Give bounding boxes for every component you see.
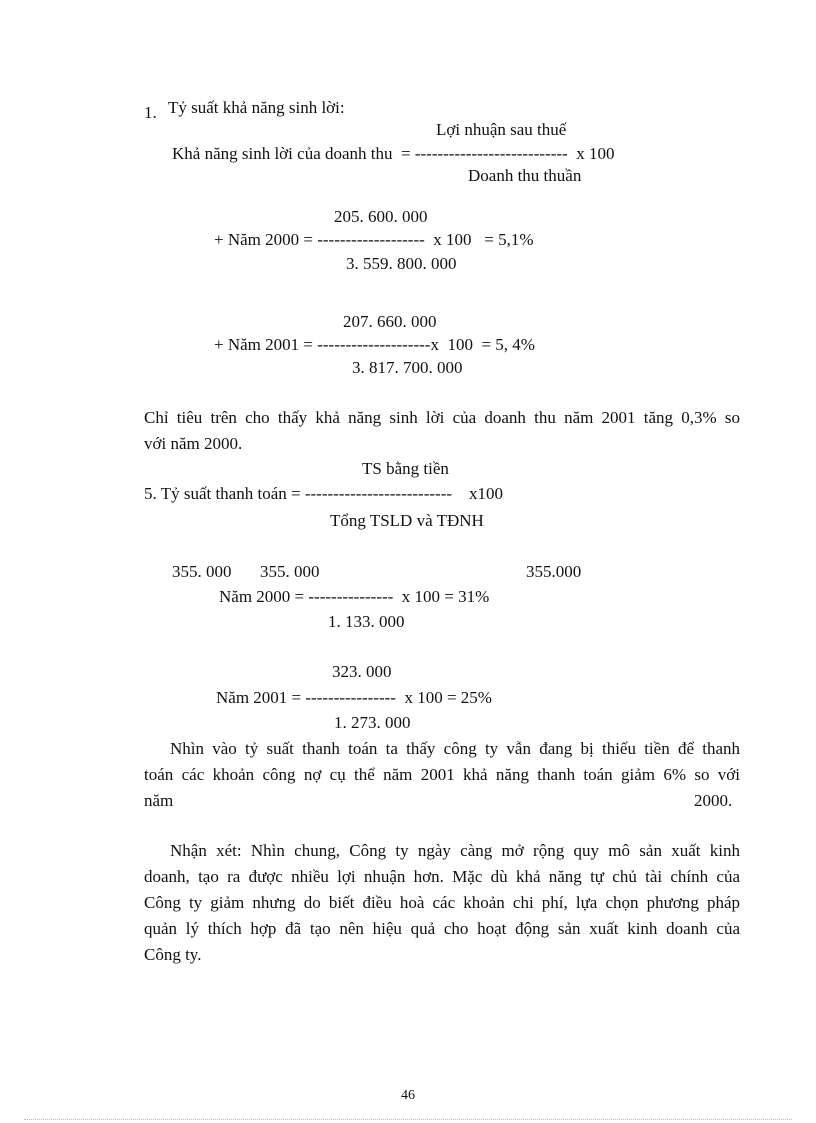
section1-number: 1. (144, 103, 157, 122)
footer-divider (24, 1119, 792, 1120)
section1-2001-denominator: 3. 817. 700. 000 (352, 358, 463, 377)
section1-formula-numerator: Lợi nhuận sau thuế (436, 120, 567, 139)
remark-line1: Nhận xét: Nhìn chung, Công ty ngày càng mở rộng quy mô sản xuất kinh (170, 841, 740, 860)
remark-line3: Công ty giảm nhưng do biết điều hoà các khoản chi phí, lựa chọn phương pháp (144, 893, 740, 912)
section5-comment-line3-right: 2000. (694, 791, 733, 810)
section5-stray-number-c: 355.000 (526, 562, 582, 581)
section5-formula-numerator: TS bằng tiền (362, 459, 449, 478)
section1-2000-numerator: 205. 600. 000 (334, 207, 428, 226)
section5-2000-denominator: 1. 133. 000 (328, 612, 405, 631)
section5-formula-line: 5. Tỷ suất thanh toán = -------------------------- x100 (144, 484, 504, 503)
section5-stray-number-a: 355. 000 (172, 562, 232, 581)
section1-2001-line: + Năm 2001 = --------------------x 100 = 5, 4% (214, 335, 535, 354)
section1-formula-line: Khả năng sinh lời của doanh thu = --------------------------- x 100 (172, 144, 615, 163)
section1-comment-line1: Chỉ tiêu trên cho thấy khả năng sinh lời của doanh thu năm 2001 tăng 0,3% so (144, 408, 740, 427)
section1-heading: Tỷ suất khả năng sinh lời: (168, 98, 345, 117)
section5-formula-denominator: Tổng TSLD và TĐNH (330, 511, 484, 530)
section5-2001-denominator: 1. 273. 000 (334, 713, 411, 732)
section5-comment-line3-left: năm (144, 791, 174, 810)
section1-formula-denominator: Doanh thu thuần (468, 166, 582, 185)
section5-2000-line: Năm 2000 = --------------- x 100 = 31% (219, 587, 490, 606)
section5-stray-number-b: 355. 000 (260, 562, 320, 581)
section5-comment-line1: Nhìn vào tỷ suất thanh toán ta thấy công ty vẫn đang bị thiếu tiền để thanh (170, 739, 740, 758)
remark-line5: Công ty. (144, 945, 202, 964)
section1-2000-line: + Năm 2000 = ------------------- x 100 = 5,1% (214, 230, 534, 249)
section1-2001-numerator: 207. 660. 000 (343, 312, 437, 331)
section1-comment-line2: với năm 2000. (144, 434, 243, 453)
section5-comment-line2: toán các khoản công nợ cụ thể năm 2001 khả năng thanh toán giảm 6% so với (144, 765, 740, 784)
section5-2001-line: Năm 2001 = ---------------- x 100 = 25% (216, 688, 492, 707)
remark-line2: doanh, tạo ra được nhiều lợi nhuận hơn. Mặc dù khả năng tự chủ tài chính của (144, 867, 740, 886)
page-number: 46 (401, 1088, 415, 1103)
section5-2001-numerator: 323. 000 (332, 662, 392, 681)
remark-line4: quản lý thích hợp đã tạo nên hiệu quả cho hoạt động sản xuất kinh doanh của (144, 919, 740, 938)
section1-2000-denominator: 3. 559. 800. 000 (346, 254, 457, 273)
